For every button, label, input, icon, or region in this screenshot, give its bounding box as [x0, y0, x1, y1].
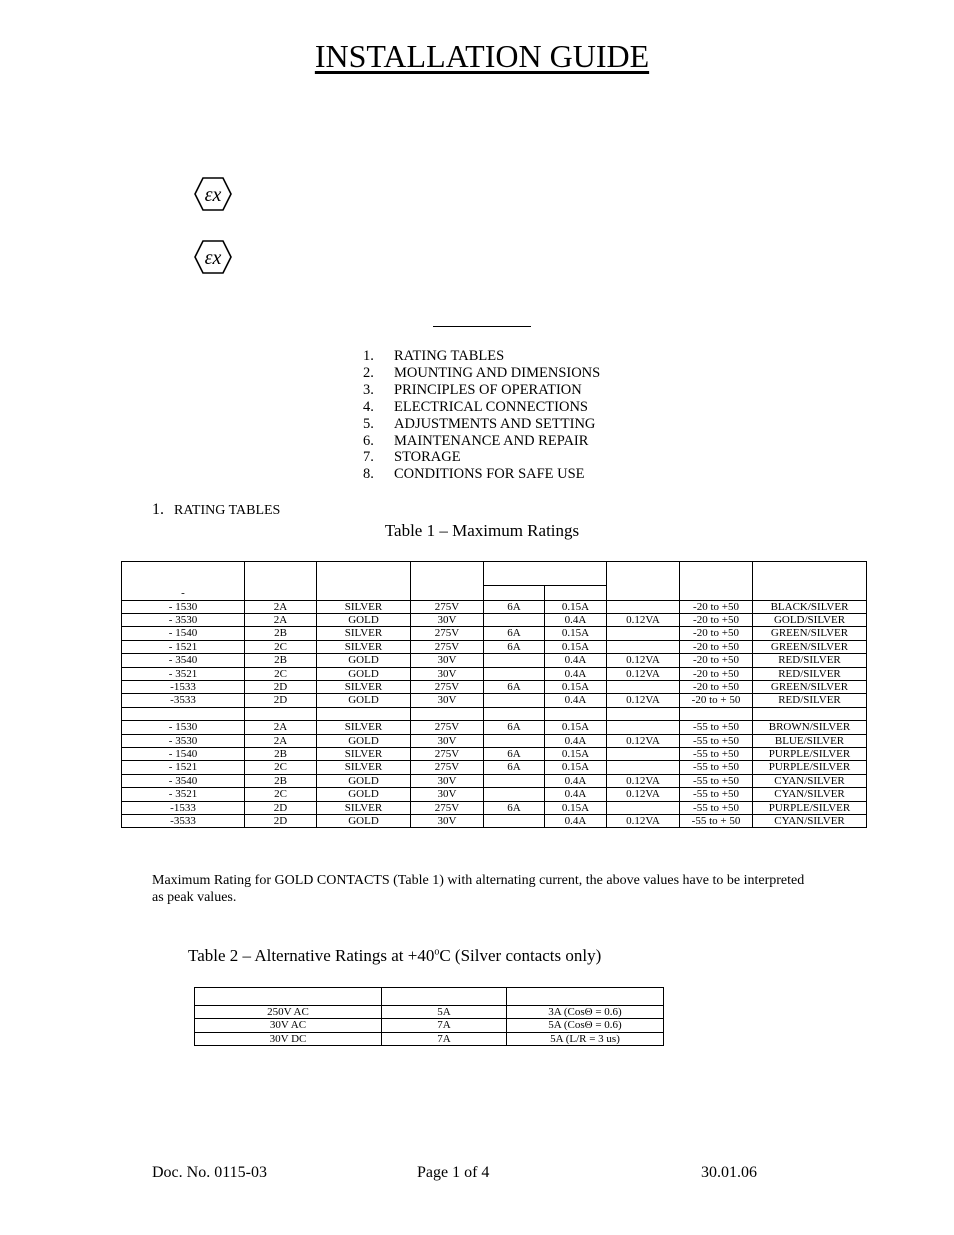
table-cell: 6A [484, 640, 545, 653]
table-cell: 6A [484, 680, 545, 693]
table-cell: -55 to + 50 [680, 814, 753, 827]
table-cell: 6A [484, 600, 545, 613]
table-cell: 0.15A [545, 747, 607, 760]
table-cell: -20 to +50 [680, 680, 753, 693]
table-cell [484, 667, 545, 680]
contents-item [363, 348, 600, 365]
table-cell: 0.15A [545, 640, 607, 653]
table-cell: PURPLE/SILVER [753, 761, 867, 774]
contents-item [363, 382, 600, 399]
contents-item-label: STORAGE [394, 449, 461, 466]
table-cell: -1533 [122, 680, 245, 693]
table-cell: 2A [245, 734, 317, 747]
table-cell: 275V [411, 761, 484, 774]
table-cell: 30V DC [195, 1032, 382, 1045]
table-cell: 0.12VA [607, 667, 680, 680]
table-cell: 30V [411, 654, 484, 667]
table-row [122, 721, 867, 734]
table-row [122, 788, 867, 801]
header-cell [507, 988, 664, 1006]
table-cell: 2B [245, 774, 317, 787]
table-cell: RED/SILVER [753, 694, 867, 707]
contents-item [363, 399, 600, 416]
ex-mark-icon [193, 177, 233, 211]
header-cell [411, 562, 484, 601]
table-cell: 0.15A [545, 627, 607, 640]
table-cell: 2B [245, 627, 317, 640]
table-row [122, 654, 867, 667]
table-cell: 0.12VA [607, 613, 680, 626]
contents-item-number: 2. [363, 364, 374, 381]
table-cell [607, 761, 680, 774]
table-cell: GOLD [317, 734, 411, 747]
table-cell: 2D [245, 680, 317, 693]
table-cell: 2A [245, 613, 317, 626]
table-cell [411, 707, 484, 720]
table-cell: 275V [411, 747, 484, 760]
table-cell: GREEN/SILVER [753, 680, 867, 693]
table-cell: -55 to +50 [680, 734, 753, 747]
table-cell: 2C [245, 640, 317, 653]
table-cell: 6A [484, 801, 545, 814]
table-cell: GREEN/SILVER [753, 640, 867, 653]
table-cell: SILVER [317, 747, 411, 760]
contents-item [363, 466, 600, 483]
table-cell: -55 to +50 [680, 747, 753, 760]
table-cell: -20 to +50 [680, 640, 753, 653]
table-row [122, 801, 867, 814]
table-cell: 0.4A [545, 814, 607, 827]
table-cell: 5A (CosΘ = 0.6) [507, 1019, 664, 1032]
table-row [122, 774, 867, 787]
table-cell: 30V AC [195, 1019, 382, 1032]
table-row [195, 1019, 664, 1032]
table-cell: GOLD [317, 613, 411, 626]
table-cell: - 1530 [122, 600, 245, 613]
table-cell: GOLD [317, 774, 411, 787]
table1-caption: Table 1 – Maximum Ratings [384, 521, 580, 540]
table-cell: - 3540 [122, 774, 245, 787]
table-cell: -55 to +50 [680, 774, 753, 787]
table-row [122, 600, 867, 613]
table-cell: -20 to +50 [680, 600, 753, 613]
table-cell: 6A [484, 721, 545, 734]
table-cell: CYAN/SILVER [753, 774, 867, 787]
table-cell: 0.4A [545, 774, 607, 787]
table-cell: - 3530 [122, 613, 245, 626]
table-cell [122, 707, 245, 720]
table-cell: 0.4A [545, 613, 607, 626]
table-row [122, 761, 867, 774]
table-cell: 0.4A [545, 788, 607, 801]
table-cell: GOLD/SILVER [753, 613, 867, 626]
table-row [122, 627, 867, 640]
contents-item-number: 8. [363, 466, 374, 483]
table-cell: 0.12VA [607, 814, 680, 827]
table-cell: 0.12VA [607, 774, 680, 787]
table-cell [607, 680, 680, 693]
table-cell: PURPLE/SILVER [753, 747, 867, 760]
table-cell: GOLD [317, 814, 411, 827]
table-row [122, 747, 867, 760]
table-cell [607, 747, 680, 760]
table-cell: 30V [411, 788, 484, 801]
table-cell [753, 707, 867, 720]
table-cell: PURPLE/SILVER [753, 801, 867, 814]
table-row [122, 613, 867, 626]
doc-number: Doc. No. 0115-03 [152, 1164, 267, 1181]
table-cell [607, 801, 680, 814]
table-cell [607, 600, 680, 613]
table-cell: 275V [411, 680, 484, 693]
table-row [195, 1032, 664, 1045]
header-cell [545, 585, 607, 600]
table-cell: - 1521 [122, 640, 245, 653]
header-cell [484, 562, 607, 586]
contents-item-label: MAINTENANCE AND REPAIR [394, 432, 589, 449]
table-cell [484, 788, 545, 801]
contents-item-label: MOUNTING AND DIMENSIONS [394, 364, 601, 381]
table-cell: 30V [411, 734, 484, 747]
table-cell: 6A [484, 747, 545, 760]
svg-text:εx: εx [204, 247, 222, 269]
table-cell: 2B [245, 654, 317, 667]
table-cell: BLUE/SILVER [753, 734, 867, 747]
header-cell [195, 988, 382, 1006]
table-cell: 6A [484, 761, 545, 774]
table-cell: 0.15A [545, 801, 607, 814]
alternative-ratings-table [194, 987, 664, 1046]
table-cell: 2C [245, 667, 317, 680]
ex-mark-icon [193, 240, 233, 274]
table-cell: SILVER [317, 721, 411, 734]
table-cell [607, 640, 680, 653]
table-cell: 2C [245, 788, 317, 801]
table-cell: 6A [484, 627, 545, 640]
contents-item-label: ADJUSTMENTS AND SETTING [394, 415, 596, 432]
table-cell [545, 707, 607, 720]
table-cell: -20 to +50 [680, 627, 753, 640]
contents-list [363, 348, 600, 483]
table-cell: -55 to +50 [680, 801, 753, 814]
table-cell: -55 to +50 [680, 788, 753, 801]
table-cell: GOLD [317, 667, 411, 680]
table-cell: -55 to +50 [680, 721, 753, 734]
contents-item [363, 365, 600, 382]
section-heading [152, 501, 280, 519]
contents-item-label: CONDITIONS FOR SAFE USE [394, 466, 585, 483]
doc-date: 30.01.06 [701, 1164, 757, 1181]
table-cell: - 3540 [122, 654, 245, 667]
table-cell: 0.15A [545, 761, 607, 774]
table-cell: 5A [382, 1006, 507, 1019]
table-cell: SILVER [317, 600, 411, 613]
table-cell: CYAN/SILVER [753, 814, 867, 827]
table-cell [607, 627, 680, 640]
table-cell [607, 721, 680, 734]
table-cell: - 1540 [122, 747, 245, 760]
page-title: INSTALLATION GUIDE [314, 38, 650, 74]
table-cell: 30V [411, 694, 484, 707]
table-cell: 2A [245, 600, 317, 613]
page-number: Page 1 of 4 [417, 1164, 490, 1181]
contents-item [363, 416, 600, 433]
section-title: RATING TABLES [174, 503, 281, 518]
table-cell: - 1530 [122, 721, 245, 734]
table-cell: -20 to + 50 [680, 694, 753, 707]
table-cell: 0.15A [545, 721, 607, 734]
header-cell [484, 585, 545, 600]
contents-rule [433, 326, 531, 327]
table-cell: -20 to +50 [680, 667, 753, 680]
table-cell: 275V [411, 721, 484, 734]
table-cell: -55 to +50 [680, 761, 753, 774]
table-cell: 0.12VA [607, 654, 680, 667]
table-cell: 2A [245, 721, 317, 734]
table-cell: 2D [245, 801, 317, 814]
table-cell [484, 613, 545, 626]
table-cell: -3533 [122, 814, 245, 827]
table-cell: - 3521 [122, 788, 245, 801]
table-cell: - 1540 [122, 627, 245, 640]
table-cell [484, 814, 545, 827]
table-cell: -20 to +50 [680, 654, 753, 667]
table-cell: 275V [411, 640, 484, 653]
table-row [122, 707, 867, 720]
table-cell: 0.12VA [607, 788, 680, 801]
contents-item-number: 4. [363, 398, 374, 415]
contents-item-number: 3. [363, 381, 374, 398]
contents-item-number: 7. [363, 449, 374, 466]
header-cell [607, 562, 680, 601]
table-cell [317, 707, 411, 720]
table-cell: 0.15A [545, 680, 607, 693]
table-header-row [122, 562, 867, 586]
contents-item-number: 1. [363, 348, 374, 364]
table-cell: SILVER [317, 640, 411, 653]
table-cell: 0.4A [545, 694, 607, 707]
svg-text:εx: εx [204, 184, 222, 206]
table-cell: SILVER [317, 761, 411, 774]
degree-mark: o [434, 946, 440, 958]
table-cell: 30V [411, 774, 484, 787]
table-cell [680, 707, 753, 720]
table-cell: RED/SILVER [753, 654, 867, 667]
table-cell: 0.4A [545, 654, 607, 667]
table-cell: 3A (CosΘ = 0.6) [507, 1006, 664, 1019]
table-cell: - 1521 [122, 761, 245, 774]
header-cell [245, 562, 317, 601]
table-row [195, 1006, 664, 1019]
contents-item-label: ELECTRICAL CONNECTIONS [394, 398, 588, 415]
table-cell: BLACK/SILVER [753, 600, 867, 613]
table-cell: GREEN/SILVER [753, 627, 867, 640]
header-cell: - [122, 562, 245, 601]
table-cell: 2D [245, 694, 317, 707]
ratings-table [121, 561, 867, 828]
header-cell [317, 562, 411, 601]
table-header-row [195, 988, 664, 1006]
table-cell: -20 to +50 [680, 613, 753, 626]
table-cell: RED/SILVER [753, 667, 867, 680]
table-cell: - 3530 [122, 734, 245, 747]
table-cell [484, 734, 545, 747]
table-cell: 0.4A [545, 734, 607, 747]
table-cell: SILVER [317, 680, 411, 693]
table-cell [245, 707, 317, 720]
table-cell: 7A [382, 1032, 507, 1045]
table-cell: 2B [245, 747, 317, 760]
table-cell: 2C [245, 761, 317, 774]
table-cell: 275V [411, 627, 484, 640]
table-row [122, 667, 867, 680]
contents-item-label: PRINCIPLES OF OPERATION [394, 381, 582, 398]
table-cell: - 3521 [122, 667, 245, 680]
contents-item [363, 449, 600, 466]
table-cell: 30V [411, 613, 484, 626]
section-number: 1. [152, 501, 164, 518]
table-row [122, 734, 867, 747]
table-cell: BROWN/SILVER [753, 721, 867, 734]
table2-caption [188, 946, 601, 966]
table-cell: 5A (L/R = 3 us) [507, 1032, 664, 1045]
table-cell: 30V [411, 814, 484, 827]
table-cell: -1533 [122, 801, 245, 814]
header-cell [680, 562, 753, 601]
table-cell: 0.12VA [607, 734, 680, 747]
table2-caption-text: Table 2 – Alternative Ratings at +40 [188, 946, 435, 965]
table-cell: 275V [411, 600, 484, 613]
contents-item [363, 433, 600, 450]
table-cell: CYAN/SILVER [753, 788, 867, 801]
table-cell: 0.15A [545, 600, 607, 613]
table-row [122, 640, 867, 653]
table-cell: GOLD [317, 654, 411, 667]
table-cell: SILVER [317, 627, 411, 640]
table-cell: 2D [245, 814, 317, 827]
contents-item-number: 5. [363, 415, 374, 432]
table-cell [484, 707, 545, 720]
table-cell [484, 694, 545, 707]
table-cell [484, 774, 545, 787]
table-row [122, 814, 867, 827]
table-row [122, 680, 867, 693]
table-cell: 0.4A [545, 667, 607, 680]
table-cell: 0.12VA [607, 694, 680, 707]
table-cell [484, 654, 545, 667]
table-cell: GOLD [317, 788, 411, 801]
table2-caption-text: C (Silver contacts only) [439, 946, 602, 965]
table-cell: GOLD [317, 694, 411, 707]
table-cell: 7A [382, 1019, 507, 1032]
table-cell: 250V AC [195, 1006, 382, 1019]
contents-item-number: 6. [363, 432, 374, 449]
table-cell: 275V [411, 801, 484, 814]
gold-contacts-note: Maximum Rating for GOLD CONTACTS (Table 1) with alternating current, the above values have to be interpreted as peak values. [152, 873, 805, 905]
header-cell [382, 988, 507, 1006]
table-cell: 30V [411, 667, 484, 680]
contents-item-label: RATING TABLES [394, 348, 505, 364]
table-cell: -3533 [122, 694, 245, 707]
table-row [122, 694, 867, 707]
table-cell [607, 707, 680, 720]
header-cell [753, 562, 867, 601]
table-cell: SILVER [317, 801, 411, 814]
